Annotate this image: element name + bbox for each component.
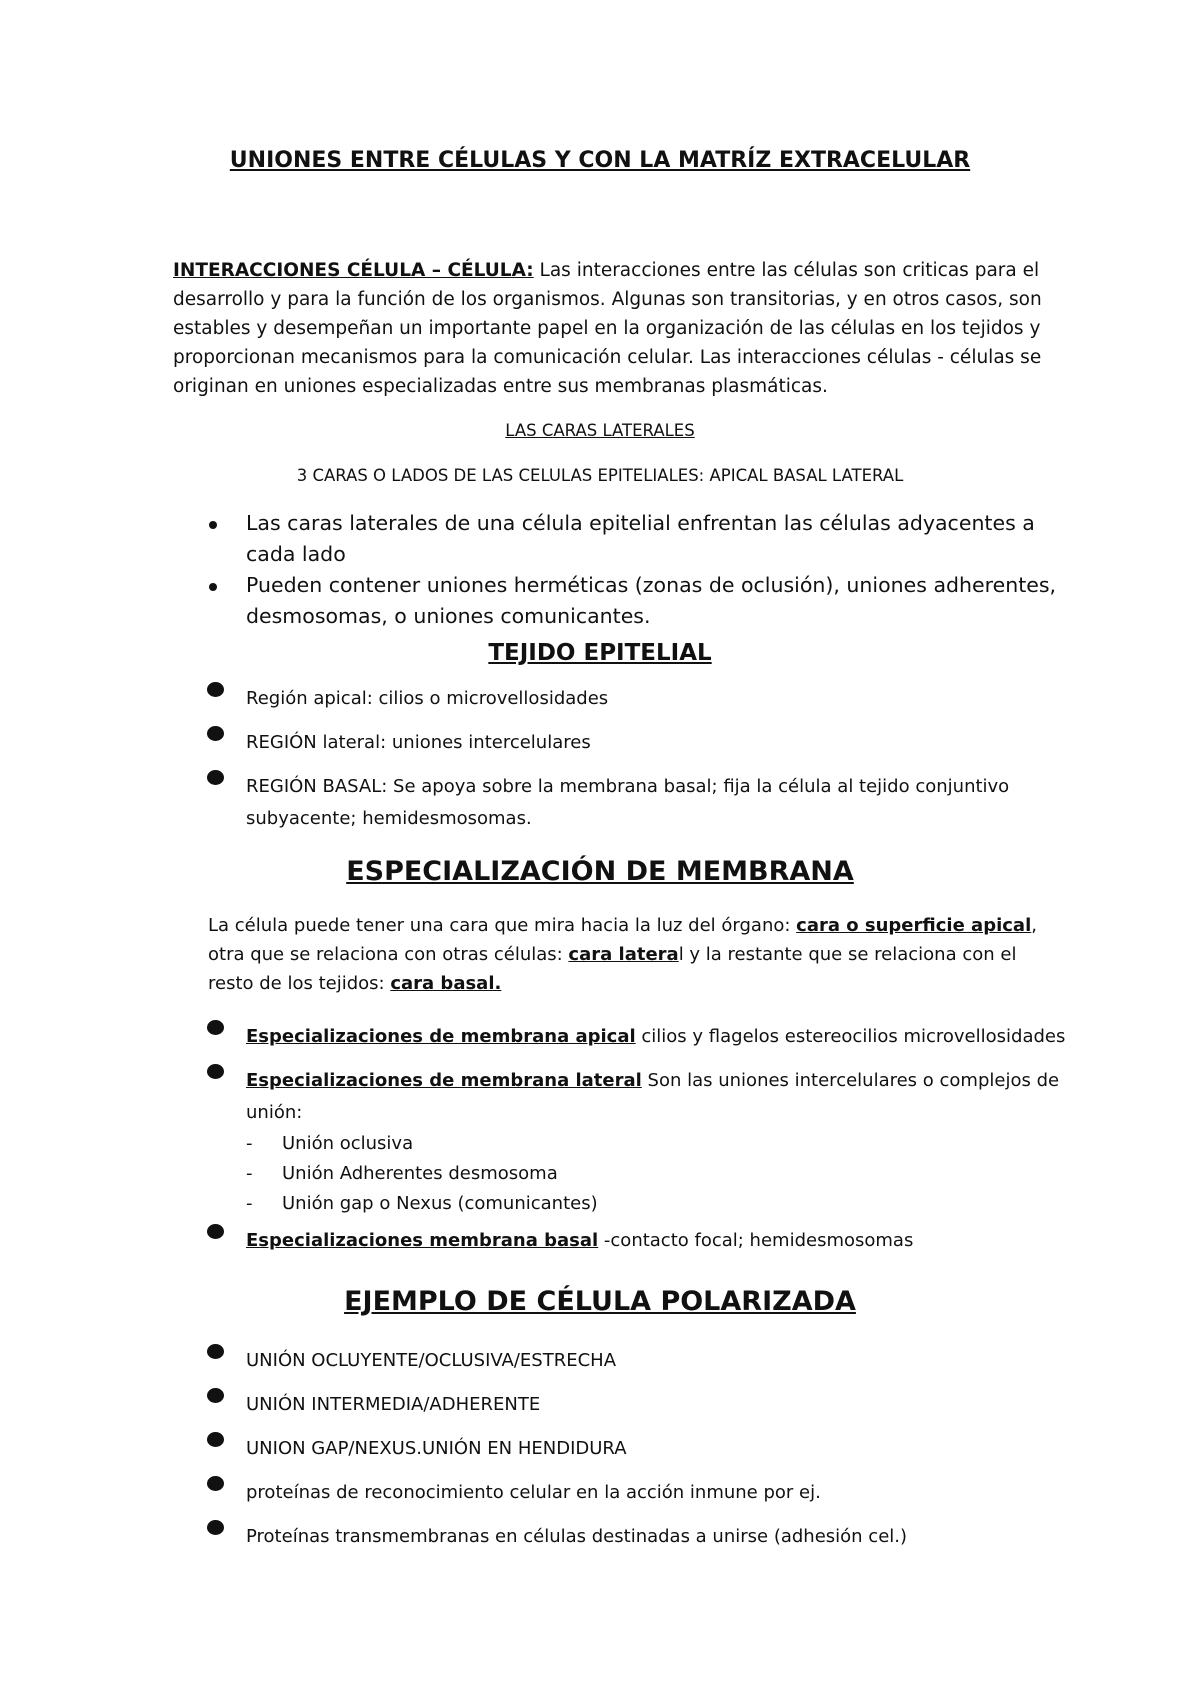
bullet-icon [207,1064,224,1079]
cara-apical-term: cara o superficie apical [796,915,1032,936]
esp-lateral-text: Son las uniones intercelulares o complejos de [641,1070,1060,1091]
esp-text: La célula puede tener una cara que mira hacia la luz del órgano: [208,915,797,936]
caras-bullet-1-line-1: Las caras laterales de una célula epitelial enfrentan las células adyacentes a [246,511,1035,535]
esp-apical-text: cilios y flagelos estereocilios microvellosidades [635,1026,1066,1047]
ejemplo-item-5: Proteínas transmembranas en células destinadas a unirse (adhesión cel.) [246,1526,908,1547]
ejemplo-item-2: UNIÓN INTERMEDIA/ADHERENTE [246,1394,541,1415]
bullet-icon [207,1020,224,1035]
tejido-item-3: REGIÓN BASAL: Se apoya sobre la membrana basal; fija la célula al tejido conjuntivo [246,776,1010,797]
caras-bullet-2-line-2: desmosomas, o uniones comunicantes. [246,604,651,628]
dash-marker: - [246,1133,253,1154]
intro-paragraph [173,256,1042,401]
especializacion-heading: ESPECIALIZACIÓN DE MEMBRANA [346,856,854,887]
bullet-icon [207,1344,224,1359]
esp-apical-item [246,1026,1065,1047]
dash-marker: - [246,1193,253,1214]
esp-basal-item [246,1230,913,1251]
bullet-icon [207,1224,224,1239]
caras-bullet-1-line-2: cada lado [246,542,346,566]
dash-marker: - [246,1163,253,1184]
intro-line-5: originan en uniones especializadas entre sus membranas plasmáticas. [173,376,828,397]
especializacion-paragraph [208,911,1037,998]
esp-apical-label: Especializaciones de membrana apical [246,1026,636,1047]
bullet-icon [207,1388,224,1403]
cara-basal-term: cara basal. [390,973,502,994]
intro-line-2: desarrollo y para la función de los organismos. Algunas son transitorias, y en otros casos, son [173,289,1042,310]
dash-item-1: Unión oclusiva [282,1133,414,1154]
document-title: UNIONES ENTRE CÉLULAS Y CON LA MATRÍZ EXTRACELULAR [229,148,971,173]
cara-lateral-term: cara latera [568,944,679,965]
tejido-item-1: Región apical: cilios o microvellosidades [246,688,609,709]
esp-line-3 [208,969,1037,998]
intro-heading: INTERACCIONES CÉLULA – CÉLULA: [173,260,534,281]
esp-text: otra que se relaciona con otras células: [208,944,569,965]
tejido-item-2: REGIÓN lateral: uniones intercelulares [246,732,591,753]
ejemplo-item-4: proteínas de reconocimiento celular en la acción inmune por ej. [246,1482,821,1503]
bullet-icon [207,770,224,785]
bullet-icon [207,1520,224,1535]
dash-item-2: Unión Adherentes desmosoma [282,1163,558,1184]
bullet-icon [207,1476,224,1491]
esp-text: resto de los tejidos: [208,973,391,994]
caras-bullet-2-line-1: Pueden contener uniones herméticas (zonas de oclusión), uniones adherentes, [246,573,1057,597]
esp-basal-text: -contacto focal; hemidesmosomas [598,1230,914,1251]
intro-line-1 [173,256,1042,285]
ejemplo-heading: EJEMPLO DE CÉLULA POLARIZADA [344,1286,856,1317]
esp-line-1 [208,911,1037,940]
bullet-icon [207,1432,224,1447]
esp-lateral-item [246,1070,1059,1091]
esp-lateral-label: Especializaciones de membrana lateral [246,1070,642,1091]
tejido-item-3-cont: subyacente; hemidesmosomas. [246,808,532,829]
caras-subtitle: 3 CARAS O LADOS DE LAS CELULAS EPITELIALES: APICAL BASAL LATERAL [296,466,904,485]
bullet-icon [209,583,217,591]
bullet-icon [207,682,224,697]
dash-item-3: Unión gap o Nexus (comunicantes) [282,1193,598,1214]
caras-heading: LAS CARAS LATERALES [505,421,695,440]
esp-text: , [1031,915,1037,936]
esp-line-2 [208,940,1037,969]
bullet-icon [207,726,224,741]
intro-text-1: Las interacciones entre las células son criticas para el [533,260,1040,281]
esp-lateral-cont: unión: [246,1102,303,1123]
esp-text: l y la restante que se relaciona con el [678,944,1017,965]
ejemplo-item-1: UNIÓN OCLUYENTE/OCLUSIVA/ESTRECHA [246,1350,617,1371]
bullet-icon [209,521,217,529]
tejido-heading: TEJIDO EPITELIAL [488,640,712,666]
caras-bullet-2 [246,570,1056,632]
esp-basal-label: Especializaciones membrana basal [246,1230,599,1251]
ejemplo-item-3: UNION GAP/NEXUS.UNIÓN EN HENDIDURA [246,1438,627,1459]
intro-line-4: proporcionan mecanismos para la comunicación celular. Las interacciones células - células se [173,347,1042,368]
caras-bullet-1 [246,508,1035,570]
intro-line-3: estables y desempeñan un importante papel en la organización de las células en los tejidos y [173,318,1041,339]
